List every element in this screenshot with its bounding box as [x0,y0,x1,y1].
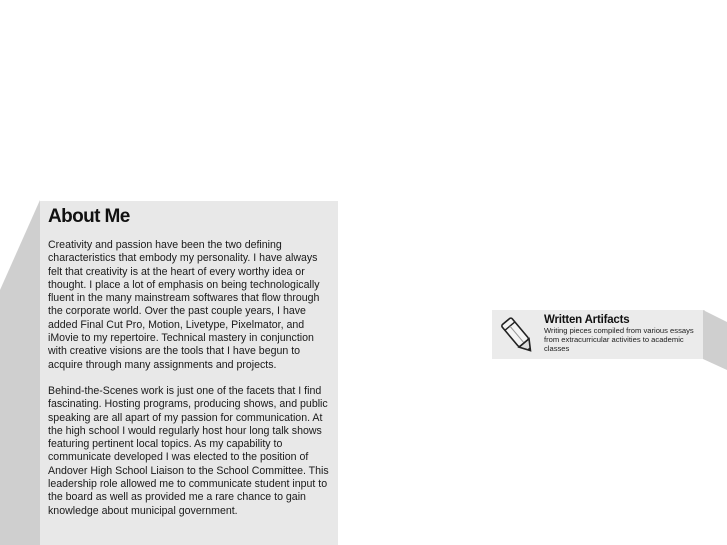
about-me-heading: About Me [48,206,130,227]
about-me-panel [40,201,338,545]
written-artifacts-title: Written Artifacts [544,314,630,326]
pencil-icon [498,313,538,357]
artifact-card-fold [703,310,727,370]
about-paragraph-behind-the-scenes: Behind-the-Scenes work is just one of the facets that I find fascinating. Hosting programs, producing shows, and public speaking are all apart of my passion for communication. At the high school I would regularly host hour long talk shows featuring pertinent local topics. As my capability to communicate developed I was elected to the position of Andover High School Liaison to the School Committee. This leadership role allowed me to communicate student input to the board as well as provided me a rare chance to gain knowledge about municipal government. [48,384,329,517]
written-artifacts-description: Writing pieces compiled from various essays from extracurricular activities to academic classes [544,326,694,353]
about-panel-fold [0,200,40,545]
written-artifacts-link[interactable] [492,310,705,359]
about-paragraph-creativity: Creativity and passion have been the two defining characteristics that embody my personality. I have always felt that creativity is at the heart of every worthy idea or thought. I place a lot of emphasis on being technologically fluent in the many mainstream softwares that flow through the corporate world. Over the past couple years, I have added Final Cut Pro, Motion, Livetype, Pixelmator, and iMovie to my repertoire. Technical mastery in conjunction with creative visions are the tools that I have begun to acquire through many assignments and projects. [48,239,320,371]
